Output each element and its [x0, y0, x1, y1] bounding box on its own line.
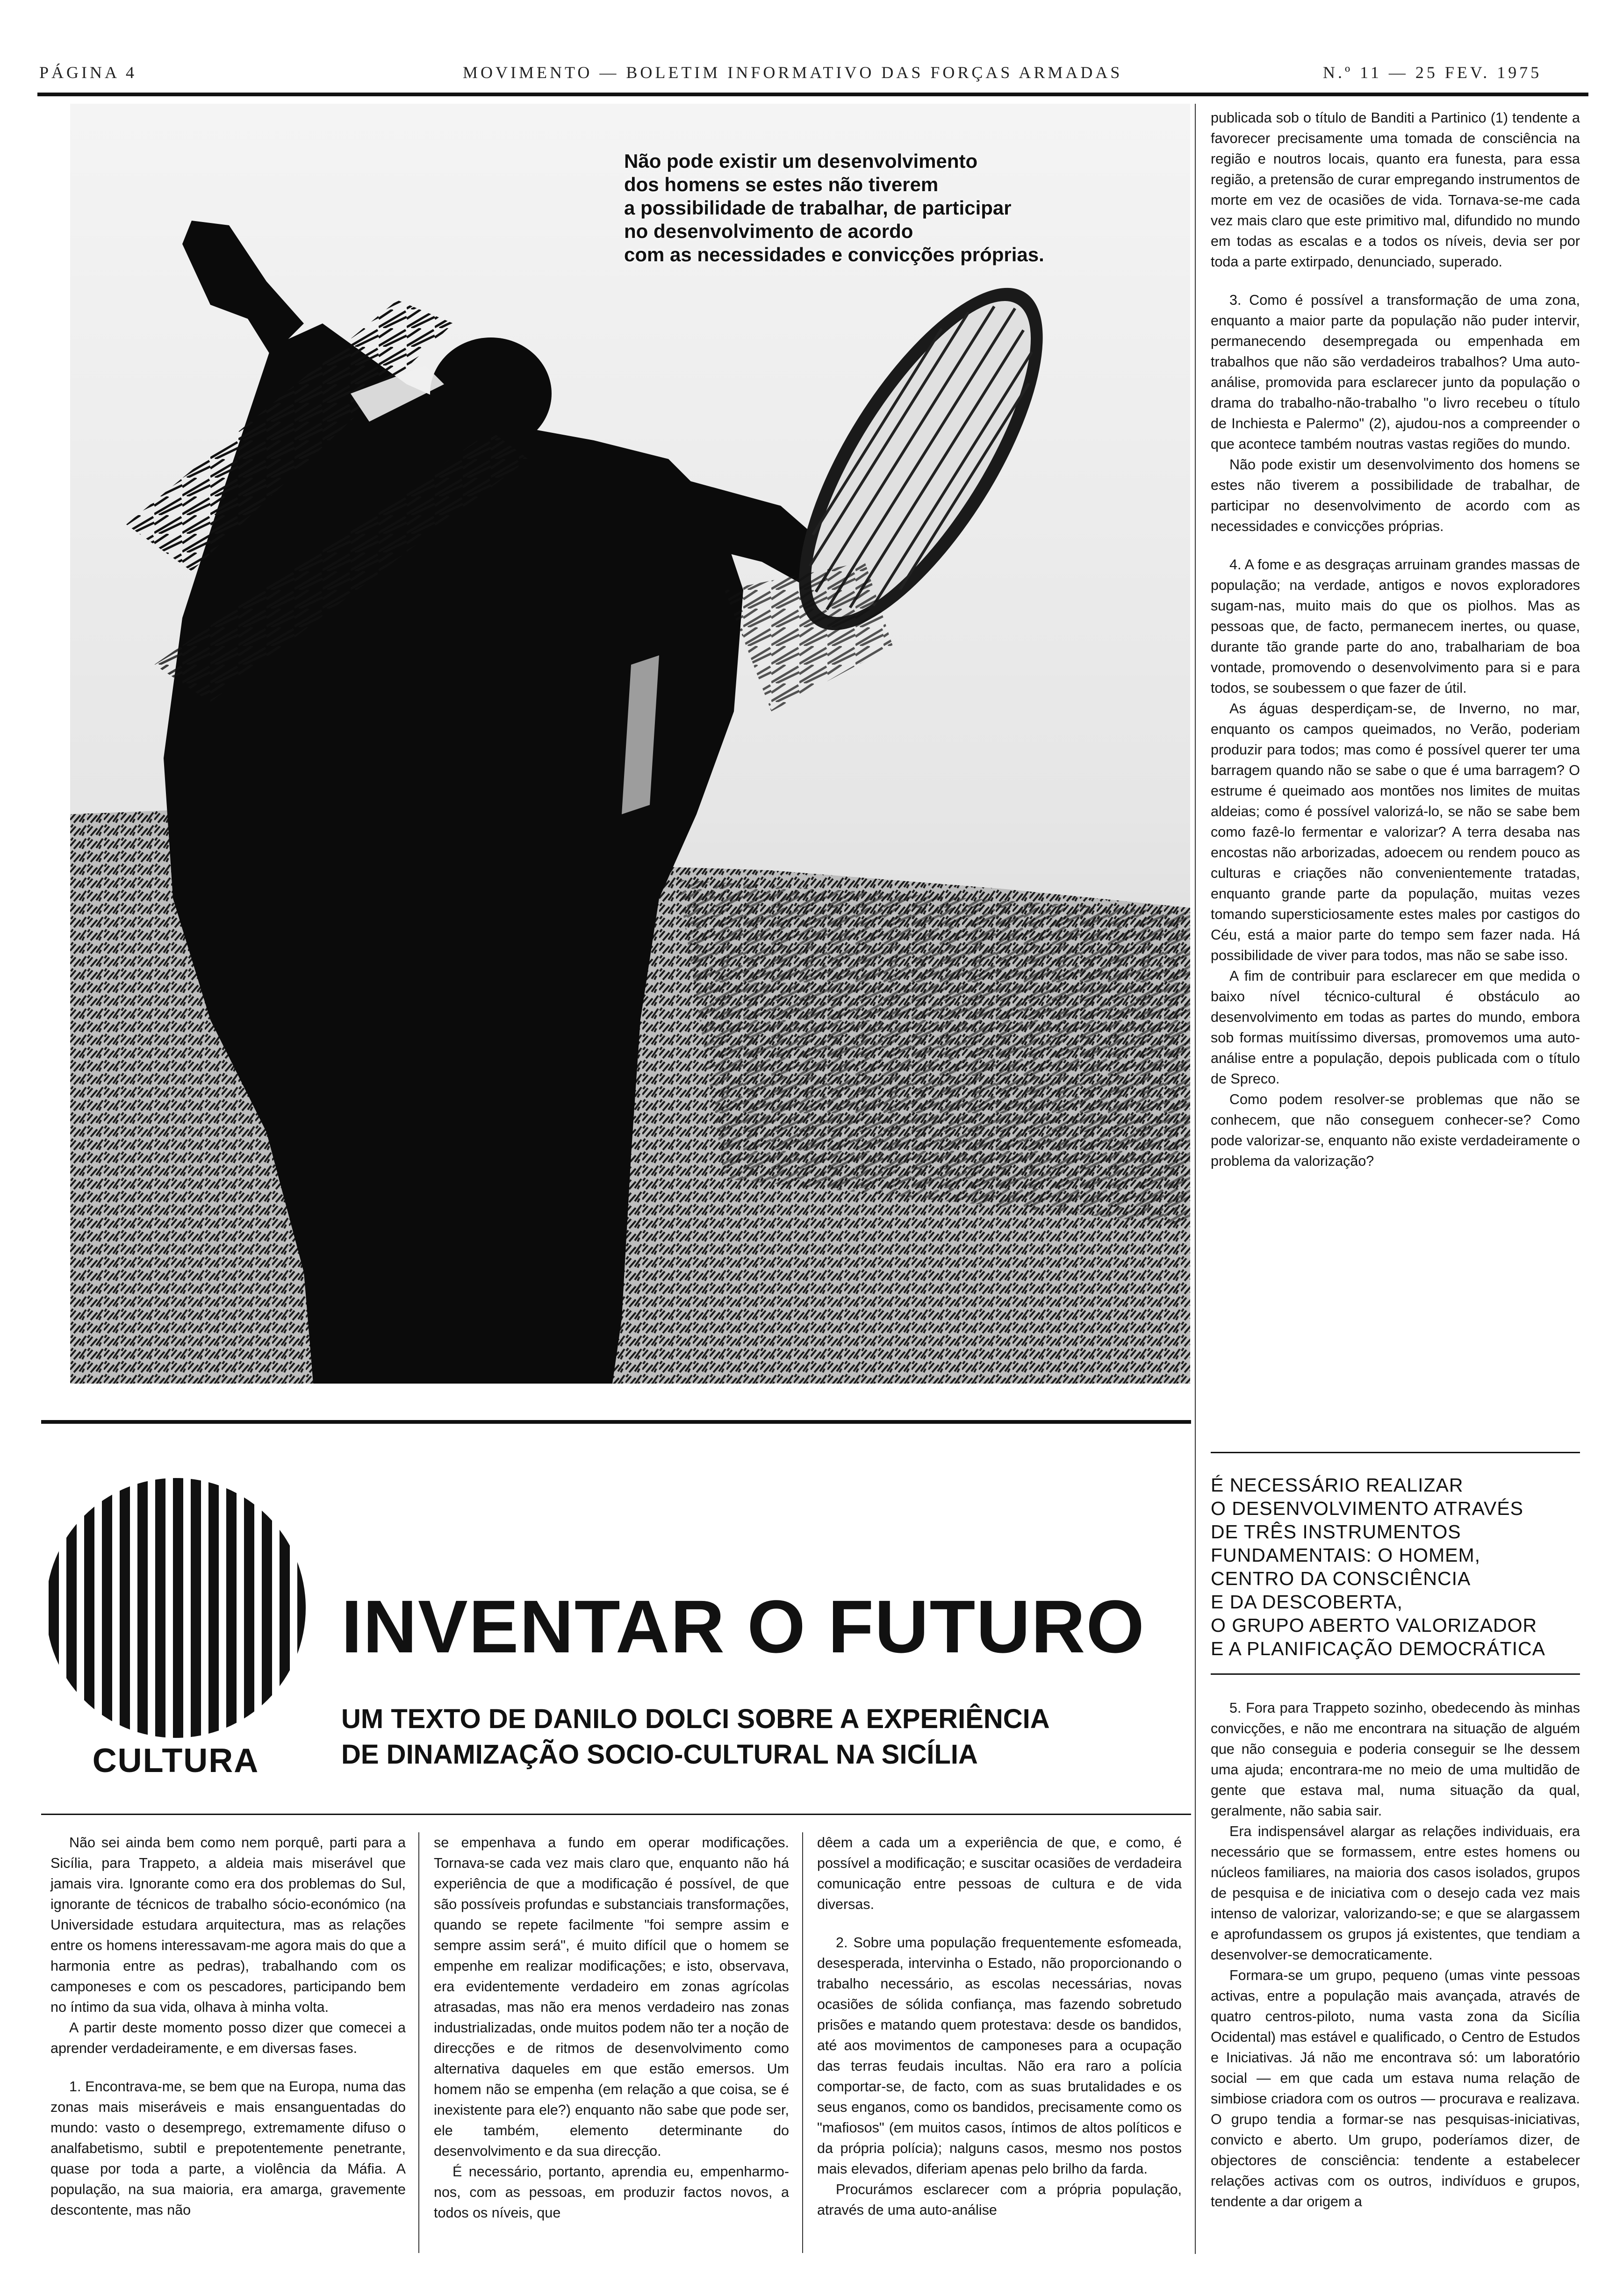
- page-number: PÁGINA 4: [39, 63, 137, 82]
- paragraph: 5. Fora para Trappeto sozinho, obedecendo às minhas convicções, e não me encontrara na situação de alguém que não conseguia e poderia conseguir se lhe dessem uma ajuda; encontrara-me no meio de uma multidão de gente que estava mal, numa situação da qual, geralmente, não sabia sair.: [1211, 1700, 1580, 1819]
- right-column-top-text: [1211, 108, 1580, 1171]
- caption-line: no desenvolvimento de acordo: [624, 220, 913, 242]
- subtitle-line: UM TEXTO DE DANILO DOLCI SOBRE A EXPERIÊNCIA: [341, 1704, 1050, 1734]
- paragraph: Não pode existir um desenvolvimento dos homens se estes não tiverem a possibilidade de trabalhar, de participar no desenvolvimento de acordo com as necessidades e convicções próprias.: [1211, 457, 1580, 534]
- right-column-bottom-text: [1211, 1698, 1580, 2212]
- subtitle-line: DE DINAMIZAÇÃO SOCIO-CULTURAL NA SICÍLIA: [341, 1739, 978, 1770]
- photo-caption: [624, 150, 1101, 266]
- heading-line: É NECESSÁRIO REALIZAR: [1211, 1474, 1464, 1496]
- paragraph: se empenhava a fundo em operar modificações. Tornava-se cada vez mais claro que, enquanto não há experiência de que a modificação é possível, de que são possíveis profundas e substanciais transformações, quando se repete facilmente "foi sempre assim e sempre assim será", é muito difícil que o homem se empenhe em realizar modificações; e isto, observava, era evidentemente verdadeiro em zonas agrícolas atrasadas, mas não era menos verdadeiro nas zonas industrializadas, onde muitos podem não ter a noção de direcções e de ritmos de desenvolvimento como alternativa daqueles em que estão emersos. Um homem não se empenha (em relação a que coisa, se é inexistente para ele?) enquanto não sabe que pode ser, ele também, elemento determinante do desenvolvimento e da sua direcção.: [434, 1835, 789, 2159]
- column-divider-2: [802, 1832, 803, 2253]
- photo-farmer-winnowing: [70, 104, 1190, 1384]
- column-divider-1: [418, 1832, 419, 2253]
- paragraph: 2. Sobre uma população frequentemente esfomeada, desesperada, intervinha o Estado, não proporcionando o trabalho necessário, as escolas necessárias, novas ocasiões de sólida confiança, mas fazendo sobretudo prisões e matando quem protestava: desde os bandidos, até aos movimentos de camponeses para a ocupação das terras feudais incultas. Não era raro a polícia comportar-se, de facto, com as suas brutalidades e os seus enganos, como os bandidos, precisamente como os "mafiosos" (em muitos casos, íntimos de altos políticos e da própria polícia); nalguns casos, mesmo nos postos mais elevados, diferiam apenas pelo brilho da farda.: [817, 1935, 1182, 2177]
- publication-title: MOVIMENTO — BOLETIM INFORMATIVO DAS FORÇAS ARMADAS: [463, 63, 1123, 82]
- heading-line: FUNDAMENTAIS: O HOMEM,: [1211, 1544, 1481, 1566]
- paragraph: Procurámos esclarecer com a própria população, através de uma auto-análise: [817, 2181, 1182, 2218]
- right-heading-rule: [1211, 1452, 1580, 1453]
- right-heading-bottom-rule: [1211, 1673, 1580, 1675]
- paragraph: Como podem resolver-se problemas que não se conhecem, que não conseguem conhecer-se? Como pode valorizar-se, enquanto não existe verdadeiramente o problema da valorização?: [1211, 1091, 1580, 1169]
- article-column-3: [817, 1832, 1182, 2220]
- header-rule: [37, 93, 1588, 96]
- paragraph: Formara-se um grupo, pequeno (umas vinte pessoas activas, entre a população mais avançada, através de quatro centros-piloto, numa vasta zona da Sicília Ocidental) mas estável e qualificado, o Centro de Estudos e Iniciativas. Já não me encontrava só: um laboratório social — em que cada um estava numa relação de simbiose criadora com os outros — procurava e realizava. O grupo tendia a formar-se nas pesquisas-iniciativas, convicto e aberto. Um grupo, poderíamos dizer, de objectores de consciência: tendente a estabelecer relações activas com os outros, indivíduos e grupos, tendente a dar origem a: [1211, 1967, 1580, 2210]
- paragraph: A partir deste momento posso dizer que comecei a aprender verdadeiramente, e em diversas fases.: [50, 2020, 406, 2056]
- paragraph: As águas desperdiçam-se, de Inverno, no mar, enquanto os campos queimados, no Verão, poderiam produzir para todos; mas como é possível querer ter uma barragem quando não se sabe o que é uma barragem? O estrume é queimado aos montões nos limites de muitas aldeias; como é possível valorizá-lo, se não se sabe bem como fazê-lo fermentar e valorizar? A terra desaba nas encostas não arborizadas, adoecem ou rendem pouco as culturas e criações não convenientemente tratadas, enquanto grande parte da população, muitas vezes tomando supersticiosamente estes males por castigos do Céu, está a maior parte do tempo sem fazer nada. Há possibilidade de viver para todos, mas não se sabe isso.: [1211, 701, 1580, 963]
- paragraph: 4. A fome e as desgraças arruinam grandes massas de população; na verdade, antigos e novos exploradores sugam-nas, muito mais do que os piolhos. Mas as pessoas que, de facto, permanecem inertes, ou quase, durante tão grande parte do ano, trabalhariam de boa vontade, promovendo o desenvolvimento para si e para todos, se soubessem o que fazer de útil.: [1211, 557, 1580, 696]
- striped-circle-icon: [45, 1477, 307, 1739]
- paragraph: 1. Encontrava-me, se bem que na Europa, numa das zonas mais miseráveis e mais ensanguentadas do mundo: vasto o desemprego, extremamente difuso o analfabetismo, subtil e prepotentemente penetrante, quase por toda a parte, a violência da Máfia. A população, na sua maioria, era amarga, gravemente descontente, mas não: [50, 2079, 406, 2218]
- heading-line: O GRUPO ABERTO VALORIZADOR: [1211, 1614, 1537, 1636]
- issue-date: N.º 11 — 25 FEV. 1975: [1323, 63, 1542, 82]
- heading-line: DE TRÊS INSTRUMENTOS: [1211, 1521, 1461, 1543]
- right-column-divider: [1195, 104, 1196, 2254]
- heading-line: E A PLANIFICAÇÃO DEMOCRÁTICA: [1211, 1638, 1546, 1659]
- paragraph: Não sei ainda bem como nem porquê, parti para a Sicília, para Trappeto, a aldeia mais miserável que jamais vira. Ignorante como era dos problemas do Sul, ignorante de técnicos de trabalho sócio-económico (na Universidade estudara arquitectura, mas as relações entre os homens interessavam-me agora mais do que a harmonia entre as pedras), trabalhando com os camponeses e com os pescadores, participando bem no íntimo da sua vida, olhava à minha volta.: [50, 1835, 406, 2015]
- article-column-1: [50, 1832, 406, 2220]
- article-subtitle: [341, 1701, 1164, 1772]
- caption-line: a possibilidade de trabalhar, de participar: [624, 197, 1012, 219]
- article-column-2: [434, 1832, 789, 2223]
- section-label: CULTURA: [92, 1742, 259, 1779]
- cultura-logo: [45, 1477, 307, 1739]
- caption-line: Não pode existir um desenvolvimento: [624, 150, 978, 172]
- paragraph: 3. Como é possível a transformação de uma zona, enquanto a maior parte da população não puder intervir, permanecendo desempregada ou empenhada em trabalhos que não são verdadeiros trabalhos? Uma auto-análise, promovida para esclarecer junto da população o drama do trabalho-não-trabalho "o livro recebeu o título de Inchiesta e Palermo" (2), ajudou-nos a compreender o que acontece também noutras vastas regiões do mundo.: [1211, 292, 1580, 452]
- title-top-rule: [41, 1420, 1191, 1424]
- caption-line: com as necessidades e convicções próprias.: [624, 244, 1044, 265]
- heading-line: CENTRO DA CONSCIÊNCIA: [1211, 1568, 1471, 1589]
- paragraph: É necessário, portanto, aprendia eu, empenharmo-nos, com as pessoas, em produzir factos novos, a todos os níveis, que: [434, 2164, 789, 2221]
- heading-line: O DESENVOLVIMENTO ATRAVÉS: [1211, 1498, 1524, 1519]
- photo-illustration: [70, 104, 1190, 1384]
- article-title: INVENTAR O FUTURO: [341, 1585, 1145, 1668]
- paragraph: publicada sob o título de Banditi a Partinico (1) tendente a favorecer precisamente uma tomada de consciência na região e noutros locais, quanto era funesta, para essa região, a pretensão de curar empregando instrumentos de morte em vez de ocasiões de vida. Tornava-se-me cada vez mais claro que este primitivo mal, difundido no mundo em todas as escalas e a todos os níveis, devia ser por toda a parte extirpado, denunciado, superado.: [1211, 110, 1580, 270]
- paragraph: Era indispensável alargar as relações individuais, era necessário que se formassem, entre estes homens ou núcleos familiares, na maioria dos casos isolados, grupos de pesquisa e de iniciativa com o desejo cada vez mais intenso de valorizar, valorizando-se; e que se alargassem e aprofundassem os grupos já existentes, que tendiam a desenvolver-se democraticamente.: [1211, 1823, 1580, 1963]
- paragraph: dêem a cada um a experiência de que, e como, é possível a modificação; e suscitar ocasiões de verdadeira comunicação entre pessoas de cultura e de vida diversas.: [817, 1835, 1182, 1912]
- title-bottom-rule: [41, 1814, 1191, 1815]
- heading-line: E DA DESCOBERTA,: [1211, 1591, 1403, 1613]
- paragraph: A fim de contribuir para esclarecer em que medida o baixo nível técnico-cultural é obstáculo ao desenvolvimento em todas as partes do mundo, embora sob formas muitíssimo diversas, promovemos uma auto-análise entre a população, depois publicada com o título de Spreco.: [1211, 968, 1580, 1087]
- caption-line: dos homens se estes não tiverem: [624, 173, 939, 195]
- right-heading: [1211, 1473, 1566, 1660]
